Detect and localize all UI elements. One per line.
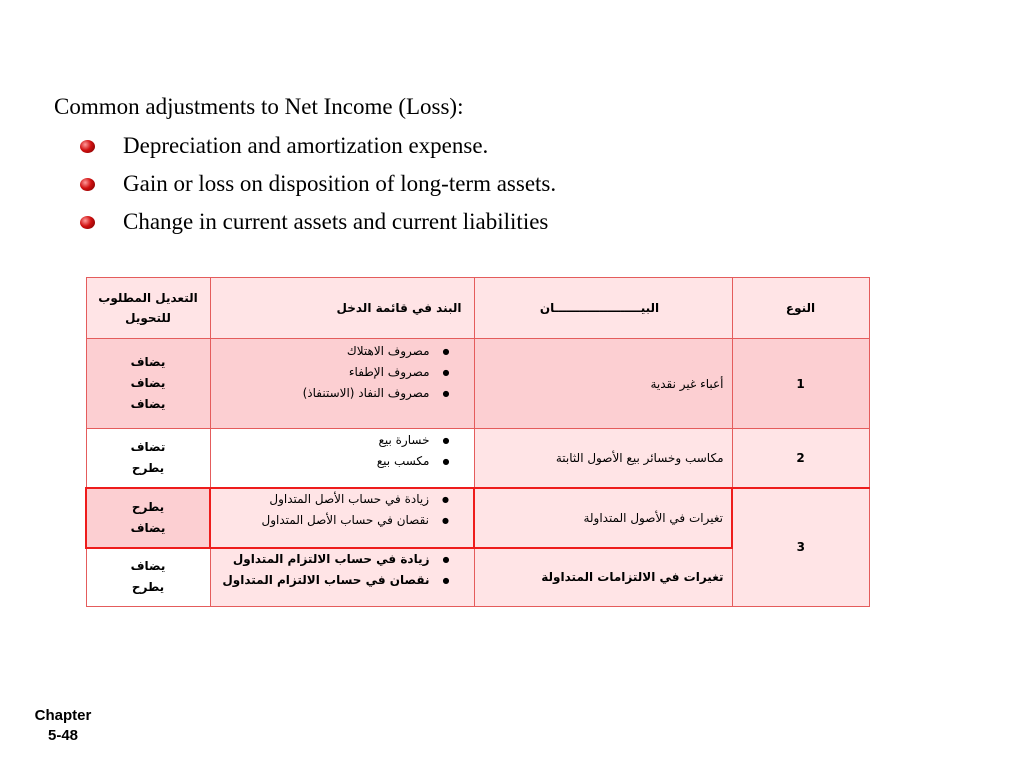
list-item: ● مصروف النفاد (الاستنفاذ) [212,383,450,404]
header-income-item: البند في قائمة الدخل [210,278,474,339]
bullet-item [80,207,556,245]
adjustment-value: يضاف [130,559,166,574]
adjustment-value: يضاف [130,397,166,411]
bullet-item [80,169,556,207]
row-items [210,339,474,429]
adjustment-value: يضاف [130,376,166,390]
adjustment-value: تضاف [130,439,166,454]
adjustment-value: يضاف [130,520,166,535]
row-statement: تغيرات في الالتزامات المتداولة [474,548,732,607]
table-row [86,339,869,429]
bullet-text: Depreciation and amortization expense. [123,133,489,158]
row-items [210,429,474,488]
page-number: 5-48 [47,727,79,744]
chapter-label: Chapter [34,707,92,724]
header-adjustment [86,278,210,339]
list-item: ● زيادة في حساب الأصل المتداول [212,489,449,510]
row-type: 1 [732,339,869,429]
row-items [210,488,474,548]
row-adjustments [86,339,210,429]
bullet-text: Change in current assets and current liabilities [123,209,549,234]
list-item: ● زيادة في حساب الالتزام المتداول [212,549,450,570]
adjustments-table [85,277,870,607]
bullet-text: Gain or loss on disposition of long-term assets. [123,171,557,196]
table-row [86,488,869,548]
red-bullet-icon [80,140,95,153]
header-statement: البيـــــــــــــــــــــان [474,278,732,339]
header-adjustment-line: التعديل المطلوب [98,291,198,305]
row-adjustments [86,429,210,488]
bullet-list [80,131,556,245]
row-type: 3 [732,488,869,607]
header-adjustment-line: للتحويل [125,311,171,325]
adjustment-value: يطرح [131,580,165,595]
table-header-row [86,278,869,339]
chapter-footer [30,706,96,746]
header-type: النوع [732,278,869,339]
row-statement: أعباء غير نقدية [474,339,732,429]
adjustment-value: يضاف [130,355,166,369]
list-item: ● مصروف الاهتلاك [212,341,450,362]
row-type: 2 [732,429,869,488]
slide-heading: Common adjustments to Net Income (Loss): [54,94,464,119]
list-item: ● نقصان في حساب الالتزام المتداول [212,570,450,591]
row-statement: مكاسب وخسائر بيع الأصول الثابتة [474,429,732,488]
row-adjustments [86,548,210,607]
list-item: ● مصروف الإطفاء [212,362,450,383]
list-item: ● خسارة بيع [212,430,450,451]
row-items [210,548,474,607]
adjustment-value: يطرح [131,460,165,475]
list-item: ● نقصان في حساب الأصل المتداول [212,510,449,531]
row-adjustments [86,488,210,548]
red-bullet-icon [80,178,95,191]
table-row [86,429,869,488]
adjustment-value: يطرح [131,499,165,514]
bullet-item [80,131,556,169]
red-bullet-icon [80,216,95,229]
row-statement: تغيرات في الأصول المتداولة [474,488,732,548]
list-item: ● مكسب بيع [212,451,450,472]
